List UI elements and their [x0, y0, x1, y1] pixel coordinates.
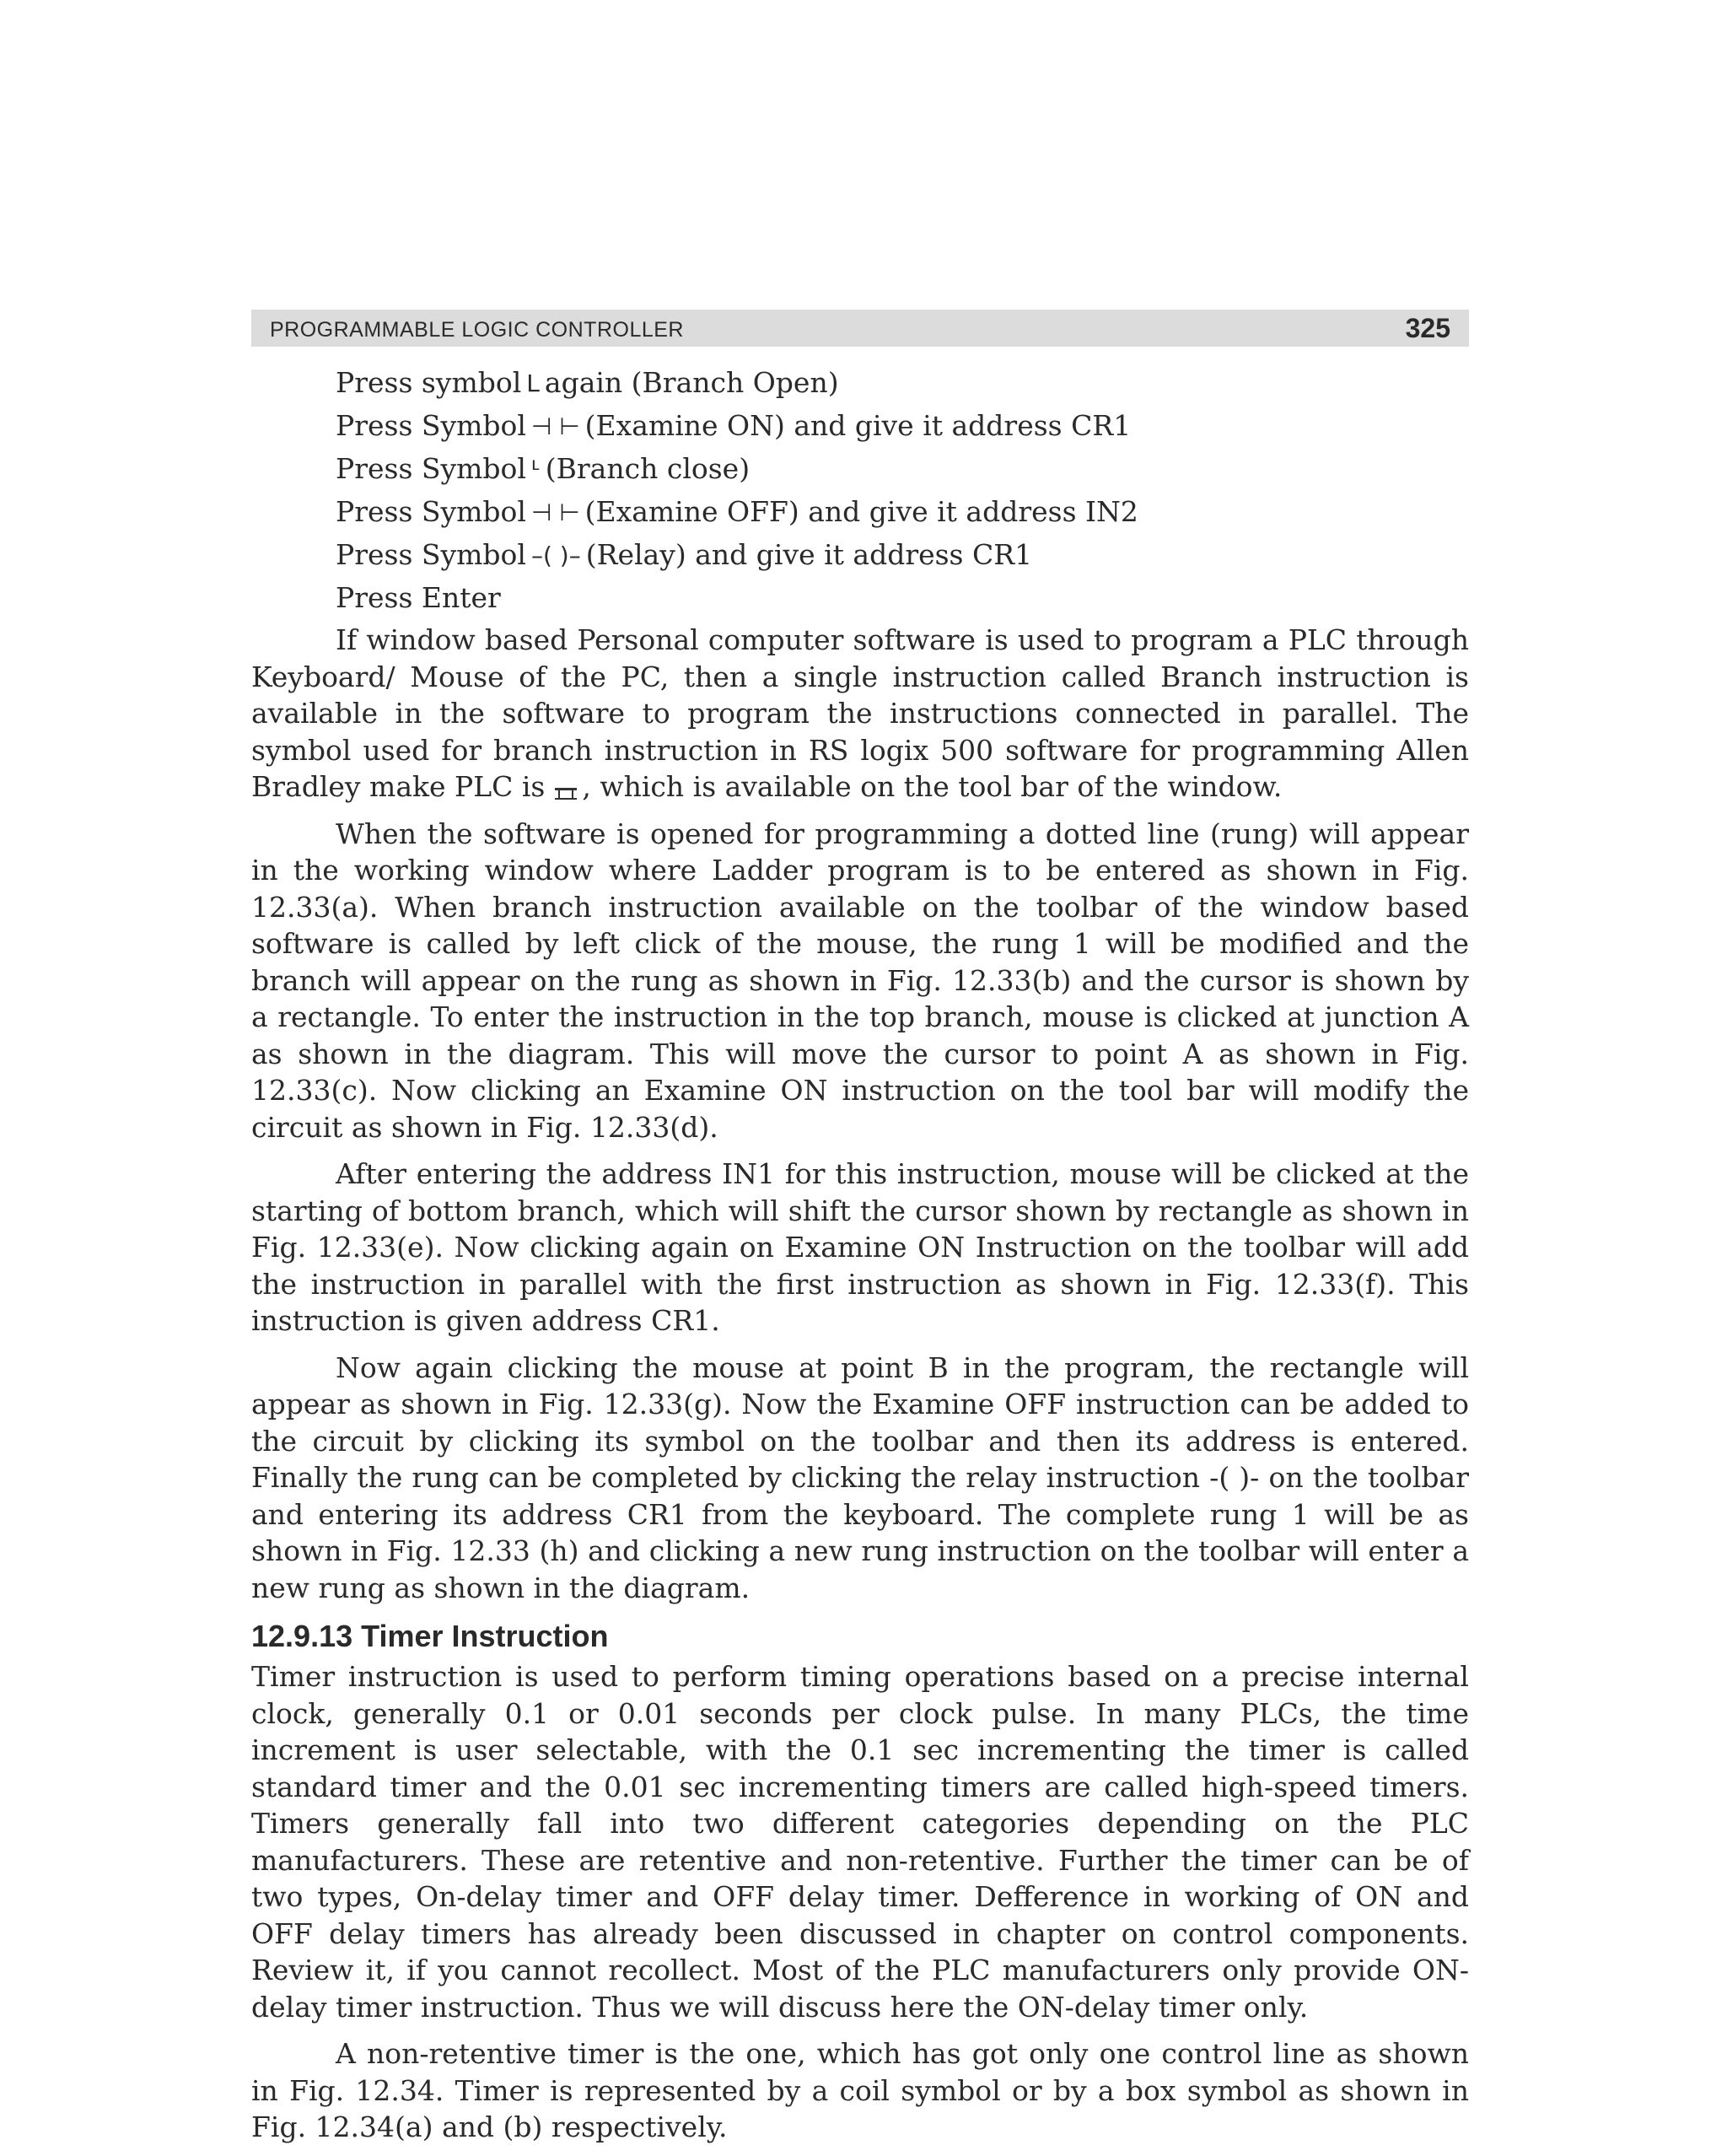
step-branch-close [336, 450, 1469, 488]
branch-instruction-icon [555, 788, 577, 800]
step-enter [336, 579, 1469, 617]
step-examine-off [336, 493, 1469, 531]
branch-close-symbol: ᒻ [530, 455, 541, 483]
step-relay [336, 536, 1469, 574]
step-text: Press Symbol [336, 538, 526, 571]
step-examine-on [336, 407, 1469, 445]
step-text: again (Branch Open) [544, 366, 839, 399]
step-text: Press Symbol [336, 452, 526, 485]
paragraph-complete-rung: Now again clicking the mouse at point B in the program, the rectangle will appear as shown in Fig. 12.33(g). Now the Examine OFF instruction can be added to the circuit by clicking its symbol on the toolbar and then its address is entered. Finally the rung can be completed by clicking the relay instruction -( )- on the toolbar and entering its address CR1 from the keyboard. The complete rung 1 will be as shown in Fig. 12.33 (h) and clicking a new rung instruction on the toolbar will enter a new rung as shown in the diagram. [251, 1350, 1469, 1604]
step-text: (Branch close) [545, 452, 751, 485]
page-number: 325 [1405, 313, 1450, 343]
step-text: (Examine ON) and give it address CR1 [584, 409, 1132, 442]
paragraph-non-retentive-timer: A non-retentive timer is the one, which has got only one control line as shown in Fig. 12.34. Timer is represented by a coil symbol or by a box symbol as shown in Fig. 12.34(a) and (b) respectively. [251, 2037, 1469, 2143]
running-title: PROGRAMMABLE LOGIC CONTROLLER [270, 318, 684, 342]
relay-symbol: –( )– [530, 542, 581, 569]
branch-open-symbol: L [526, 369, 540, 397]
step-text: Press symbol [336, 366, 522, 399]
paragraph-branch-instruction [251, 622, 1469, 806]
examine-on-symbol: ⊣ ⊢ [530, 412, 580, 440]
step-text: Press Enter [336, 581, 501, 614]
section-heading: 12.9.13 Timer Instruction [251, 1619, 609, 1653]
step-text: Press Symbol [336, 495, 526, 528]
step-text: (Examine OFF) and give it address IN2 [584, 495, 1138, 528]
paragraph-text: , which is available on the tool bar of the window. [582, 770, 1283, 803]
step-branch-open [336, 364, 1469, 402]
examine-off-symbol: ⊣ ⊢ [530, 499, 580, 526]
paragraph-timer-instruction: Timer instruction is used to perform timing operations based on a precise internal clock, generally 0.1 or 0.01 seconds per clock pulse. In many PLCs, the time increment is user selectable, with the 0.1 sec incrementing the timer is called standard timer and the 0.01 sec incrementing timers are called high-speed timers. Timers generally fall into two different categories depending on the PLC manufacturers. These are retentive and non-retentive. Further the timer can be of two types, On-delay timer and OFF delay timer. Defference in working of ON and OFF delay timers has already been discussed in chapter on control components. Review it, if you cannot recollect. Most of the PLC manufacturers only provide ON-delay timer instruction. Thus we will discuss here the ON-delay timer only. [251, 1660, 1469, 2024]
page-body [251, 364, 1469, 2156]
paragraph-bottom-branch: After entering the address IN1 for this instruction, mouse will be clicked at the starting of bottom branch, which will shift the cursor shown by rectangle as shown in Fig. 12.33(e). Now clicking again on Examine ON Instruction on the toolbar will add the instruction in parallel with the first instruction as shown in Fig. 12.33(f). This instruction is given address CR1. [251, 1157, 1469, 1337]
paragraph-rung-editing: When the software is opened for programming a dotted line (rung) will appear in the working window where Ladder program is to be entered as shown in Fig. 12.33(a). When branch instruction available on the toolbar of the window based software is called by left click of the mouse, the rung 1 will be modified and the branch will appear on the rung as shown in Fig. 12.33(b) and the cursor is shown by a rectangle. To enter the instruction in the top branch, mouse is clicked at junction A as shown in the diagram. This will move the cursor to point A as shown in Fig. 12.33(c). Now clicking an Examine ON instruction on the tool bar will modify the circuit as shown in Fig. 12.33(d). [251, 817, 1469, 1144]
running-header [251, 310, 1469, 347]
step-text: (Relay) and give it address CR1 [585, 538, 1033, 571]
paragraph-text: If window based Personal computer software is used to program a PLC through Keyboard/ Mouse of the PC, then a single instruction called Branch instruction is available in the software to program the instructions connected in parallel. The symbol used for branch instruction in RS logix 500 software for programming Allen Bradley make PLC is [251, 623, 1469, 803]
step-text: Press Symbol [336, 409, 526, 442]
